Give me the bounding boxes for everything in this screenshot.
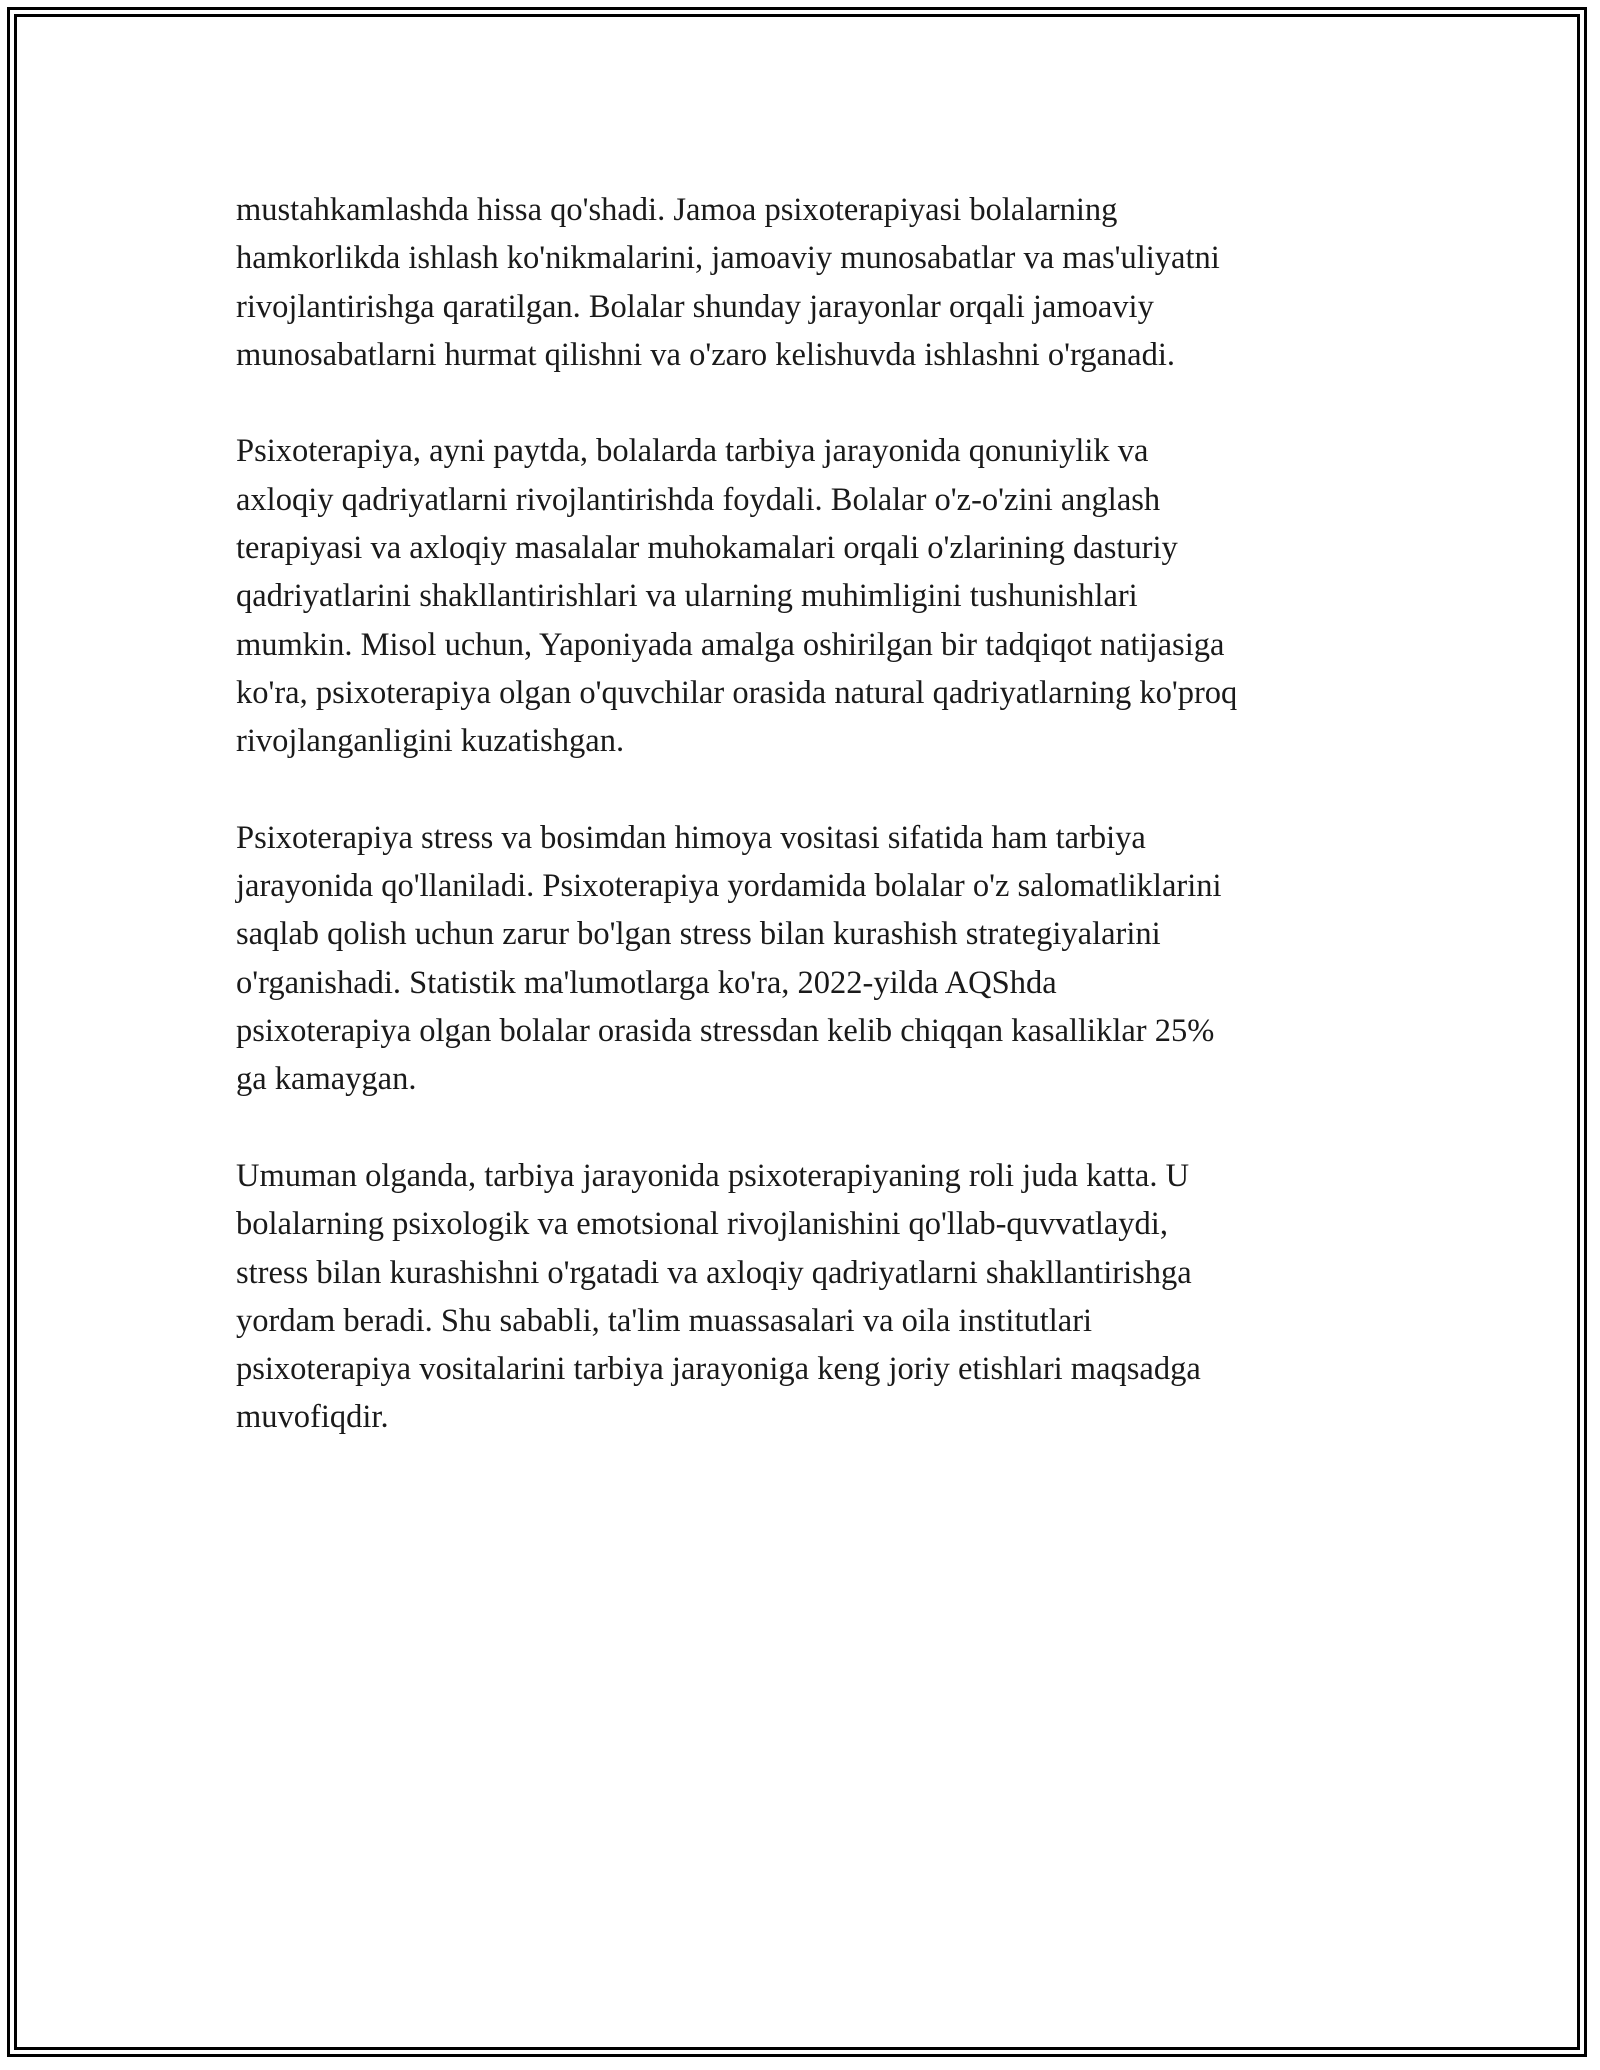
text-line: muvofiqdir. (236, 1399, 389, 1436)
text-line: mustahkamlashda hissa qo'shadi. Jamoa psixoterapiyasi bolalarning (236, 192, 1118, 228)
text-line: rivojlanganligini kuzatishgan. (236, 723, 625, 760)
text-line: munosabatlarni hurmat qilishni va o'zaro kelishuvda ishlashni o'rganadi. (236, 336, 1175, 373)
text-line: ko'ra, psixoterapiya olgan o'quvchilar orasida natural qadriyatlarning ko'proq (236, 674, 1238, 711)
text-line: stress bilan kurashishni o'rgatadi va axloqiy qadriyatlarni shakllantirishga (236, 1254, 1192, 1291)
text-line: Psixoterapiya, ayni paytda, bolalarda tarbiya jarayonida qonuniylik va (236, 433, 1149, 470)
text-line: mumkin. Misol uchun, Yaponiyada amalga oshirilgan bir tadqiqot natijasiga (236, 626, 1225, 663)
text-line: rivojlantirishga qaratilgan. Bolalar shunday jarayonlar orqali jamoaviy (236, 288, 1154, 325)
document-body (236, 186, 1386, 1490)
text-line: jarayonida qo'llaniladi. Psixoterapiya yordamida bolalar o'z salomatliklarini (236, 868, 1222, 905)
text-line: hamkorlikda ishlash ko'nikmalarini, jamoaviy munosabatlar va mas'uliyatni (236, 240, 1220, 277)
paragraph-4 (236, 1152, 1386, 1442)
text-line: saqlab qolish uchun zarur bo'lgan stress bilan kurashish strategiyalarini (236, 916, 1161, 953)
text-line: o'rganishadi. Statistik ma'lumotlarga ko'ra, 2022-yilda AQShda (236, 964, 1057, 1001)
paragraph-2 (236, 427, 1386, 765)
paragraph-1 (236, 186, 1386, 379)
paragraph-3 (236, 814, 1386, 1104)
text-line: bolalarning psixologik va emotsional rivojlanishini qo'llab-quvvatlaydi, (236, 1206, 1168, 1243)
text-line: yordam beradi. Shu sababli, ta'lim muassasalari va oila institutlari (236, 1302, 1093, 1339)
text-line: Psixoterapiya stress va bosimdan himoya vositasi sifatida ham tarbiya (236, 819, 1146, 856)
text-line: ga kamaygan. (236, 1061, 417, 1098)
text-line: axloqiy qadriyatlarni rivojlantirishda foydali. Bolalar o'z-o'zini anglash (236, 481, 1161, 518)
text-line: psixoterapiya vositalarini tarbiya jarayoniga keng joriy etishlari maqsadga (236, 1351, 1201, 1388)
text-line: psixoterapiya olgan bolalar orasida stressdan kelib chiqqan kasalliklar 25% (236, 1013, 1215, 1050)
text-line: Umuman olganda, tarbiya jarayonida psixoterapiyaning roli juda katta. U (236, 1157, 1190, 1194)
text-line: terapiyasi va axloqiy masalalar muhokamalari orqali o'zlarining dasturiy (236, 530, 1178, 567)
text-line: qadriyatlarini shakllantirishlari va ularning muhimligini tushunishlari (236, 578, 1138, 615)
